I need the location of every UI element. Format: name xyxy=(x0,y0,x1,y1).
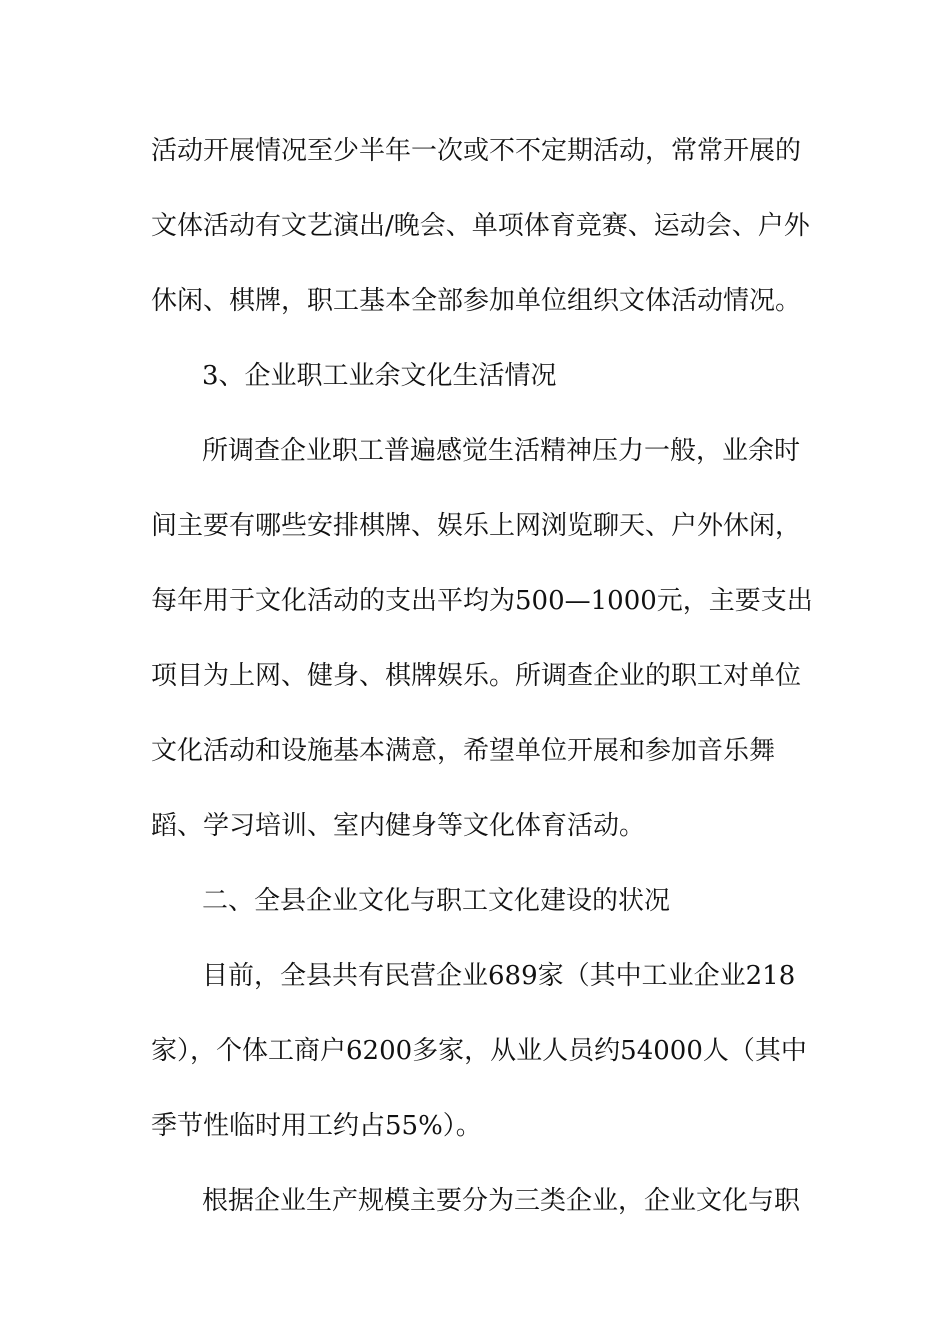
section-heading: 二、全县企业文化与职工文化建设的状况 xyxy=(202,886,671,916)
text-line: 活动开展情况至少半年一次或不不定期活动，常常开展的 xyxy=(151,136,802,166)
text-line: 蹈、学习培训、室内健身等文化体育活动。 xyxy=(151,811,646,841)
text-line: 间主要有哪些安排棋牌、娱乐上网浏览聊天、户外休闲， xyxy=(151,511,802,541)
text-line: 文体活动有文艺演出/晚会、单项体育竞赛、运动会、户外 xyxy=(151,211,810,241)
text-line: 目前，全县共有民营企业689家（其中工业企业218 xyxy=(202,961,796,991)
section-heading: 3、企业职工业余文化生活情况 xyxy=(202,361,557,391)
text-line: 文化活动和设施基本满意，希望单位开展和参加音乐舞 xyxy=(151,736,776,766)
text-line: 项目为上网、健身、棋牌娱乐。所调查企业的职工对单位 xyxy=(151,661,802,691)
text-line: 每年用于文化活动的支出平均为500—1000元，主要支出 xyxy=(151,586,813,616)
text-line: 休闲、棋牌，职工基本全部参加单位组织文体活动情况。 xyxy=(151,286,802,316)
text-line: 所调查企业职工普遍感觉生活精神压力一般，业余时 xyxy=(202,436,801,466)
text-line: 根据企业生产规模主要分为三类企业，企业文化与职 xyxy=(202,1186,801,1216)
text-line: 家），个体工商户6200多家，从业人员约54000人（其中 xyxy=(151,1036,807,1066)
text-line: 季节性临时用工约占55%）。 xyxy=(151,1111,482,1141)
